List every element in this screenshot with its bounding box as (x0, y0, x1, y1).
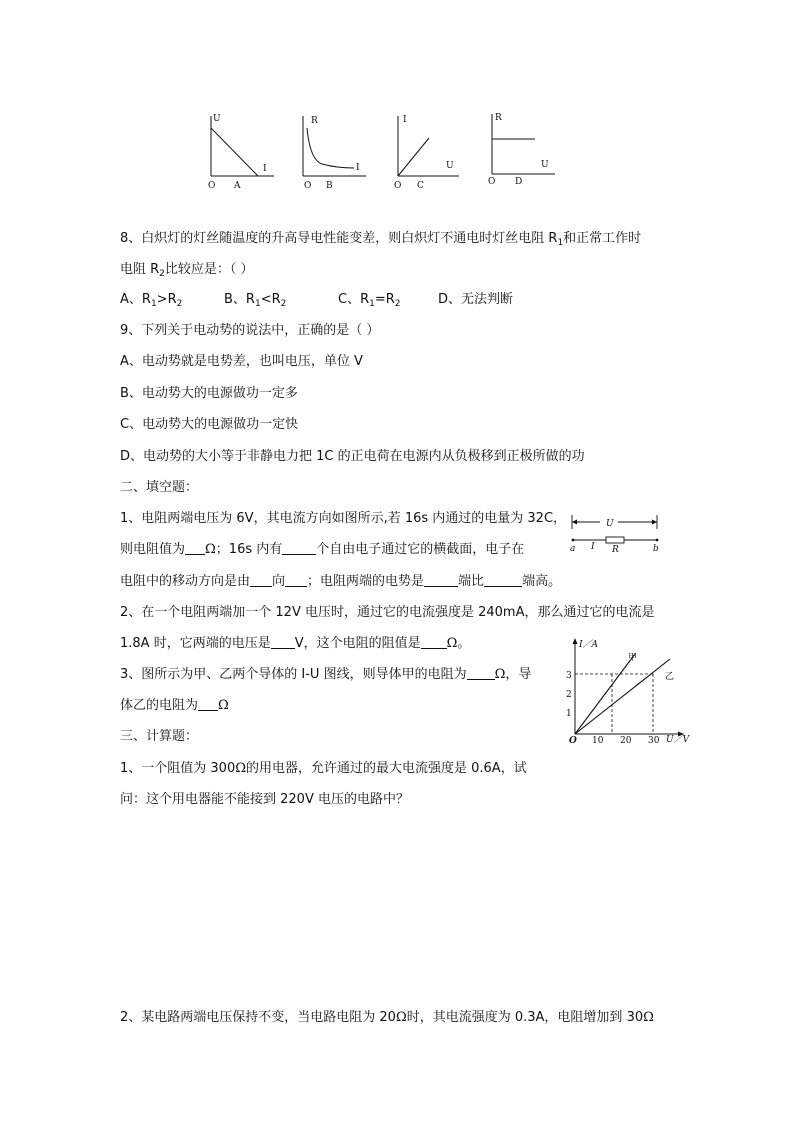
iu-xtick-10: 10 (592, 736, 604, 746)
graph-b-ylabel: R (311, 116, 318, 126)
f3-line1: 3、图所示为甲、乙两个导体的 I-U 图线，则导体甲的电阻为 Ω，导 (120, 667, 532, 682)
graph-b-xlabel: I (356, 163, 360, 173)
f3-line2: 体乙的电阻为 Ω (120, 698, 229, 713)
q8-line1: 8、白炽灯的灯丝随温度的升高导电性能变差，则白炽灯不通电时灯丝电阻 $R_1$和正常工作时 (120, 231, 642, 248)
iu-xlabel: U／V (666, 735, 690, 745)
resistor-figure (568, 511, 663, 555)
resistor-i-label: I (591, 542, 595, 552)
section-calculation: 三、计算题： (120, 729, 199, 744)
f2-line1: 2、在一个电阻两端加一个 12V 电压时，通过它的电流强度是 240mA，那么通过它的电流是 (120, 605, 655, 620)
iu-jia-label: 甲 (628, 653, 638, 663)
resistor-a-label: a (570, 544, 576, 554)
graph-d-origin: O (488, 177, 496, 187)
q9-option-b: B、电动势大的电源做功一定多 (120, 386, 298, 401)
q8-line2: 电阻 $R_2$比较应是：（ ） (120, 262, 254, 279)
c1-line1: 1、一个阻值为 300Ω的用电器，允许通过的最大电流强度是 0.6A，试 (120, 761, 527, 776)
graph-d (481, 108, 561, 192)
graph-a-xlabel: I (263, 164, 267, 174)
iu-origin: O (569, 736, 577, 746)
iu-ytick-2: 2 (566, 690, 572, 700)
q9-option-c: C、电动势大的电源做功一定快 (120, 417, 299, 432)
resistor-b-label: b (653, 544, 659, 554)
resistor-r-label: R (612, 545, 619, 555)
iu-ylabel: I／A (579, 640, 599, 650)
iu-xtick-20: 20 (620, 736, 632, 746)
graph-d-ylabel: R (495, 113, 502, 123)
f1-line1: 1、电阻两端电压为 6V，其电流方向如图所示,若 16s 内通过的电量为 32C， (120, 511, 567, 526)
graph-c (387, 108, 467, 192)
iu-chart (562, 634, 694, 746)
graph-c-tag: C (417, 181, 424, 191)
c1-line2: 问：这个用电器能不能接到 220V 电压的电路中？ (120, 792, 409, 807)
f1-line2: 则电阻值为 Ω；16s 内有 个自由电子通过它的横截面，电子在 (120, 542, 525, 557)
q8-options: A、$R_1>R_2$ B、$R_1<R_2$ C、$R_1=R_2$ D、无法判断 (120, 292, 514, 309)
f2-line2: 1.8A 时，它两端的电压是 V，这个电阻的阻值是 Ω。 (120, 636, 471, 651)
graph-a-tag: A (234, 181, 241, 191)
graph-c-xlabel: U (446, 161, 454, 171)
section-fill-in: 二、填空题： (120, 480, 199, 495)
graph-c-origin: O (394, 181, 402, 191)
f1-line3: 电阻中的移动方向是由 向 ；电阻两端的电势是 端比 端高。 (120, 574, 562, 589)
resistor-u-label: U (606, 519, 614, 529)
graph-d-tag: D (515, 177, 523, 187)
graph-b-origin: O (304, 181, 312, 191)
iu-ytick-1: 1 (566, 709, 572, 719)
q9-stem: 9、下列关于电动势的说法中，正确的是（ ） (120, 323, 380, 338)
iu-ytick-3: 3 (566, 671, 572, 681)
c2-line1: 2、某电路两端电压保持不变，当电路电阻为 20Ω时，其电流强度为 0.3A，电阻增加到 30Ω (120, 1010, 654, 1025)
graph-d-xlabel: U (541, 160, 549, 170)
iu-yi-label: 乙 (665, 672, 675, 682)
q9-option-a: A、电动势就是电势差，也叫电压，单位 V (120, 354, 363, 369)
q9-option-d: D、电动势的大小等于非静电力把 1C 的正电荷在电源内从负极移到正极所做的功 (120, 449, 585, 464)
graph-a-origin: O (208, 181, 216, 191)
graph-a (200, 108, 280, 192)
iu-xtick-30: 30 (648, 736, 660, 746)
graph-b (292, 108, 372, 192)
graph-c-ylabel: I (403, 115, 407, 125)
graph-b-tag: B (326, 181, 333, 191)
graph-a-ylabel: U (213, 114, 221, 124)
